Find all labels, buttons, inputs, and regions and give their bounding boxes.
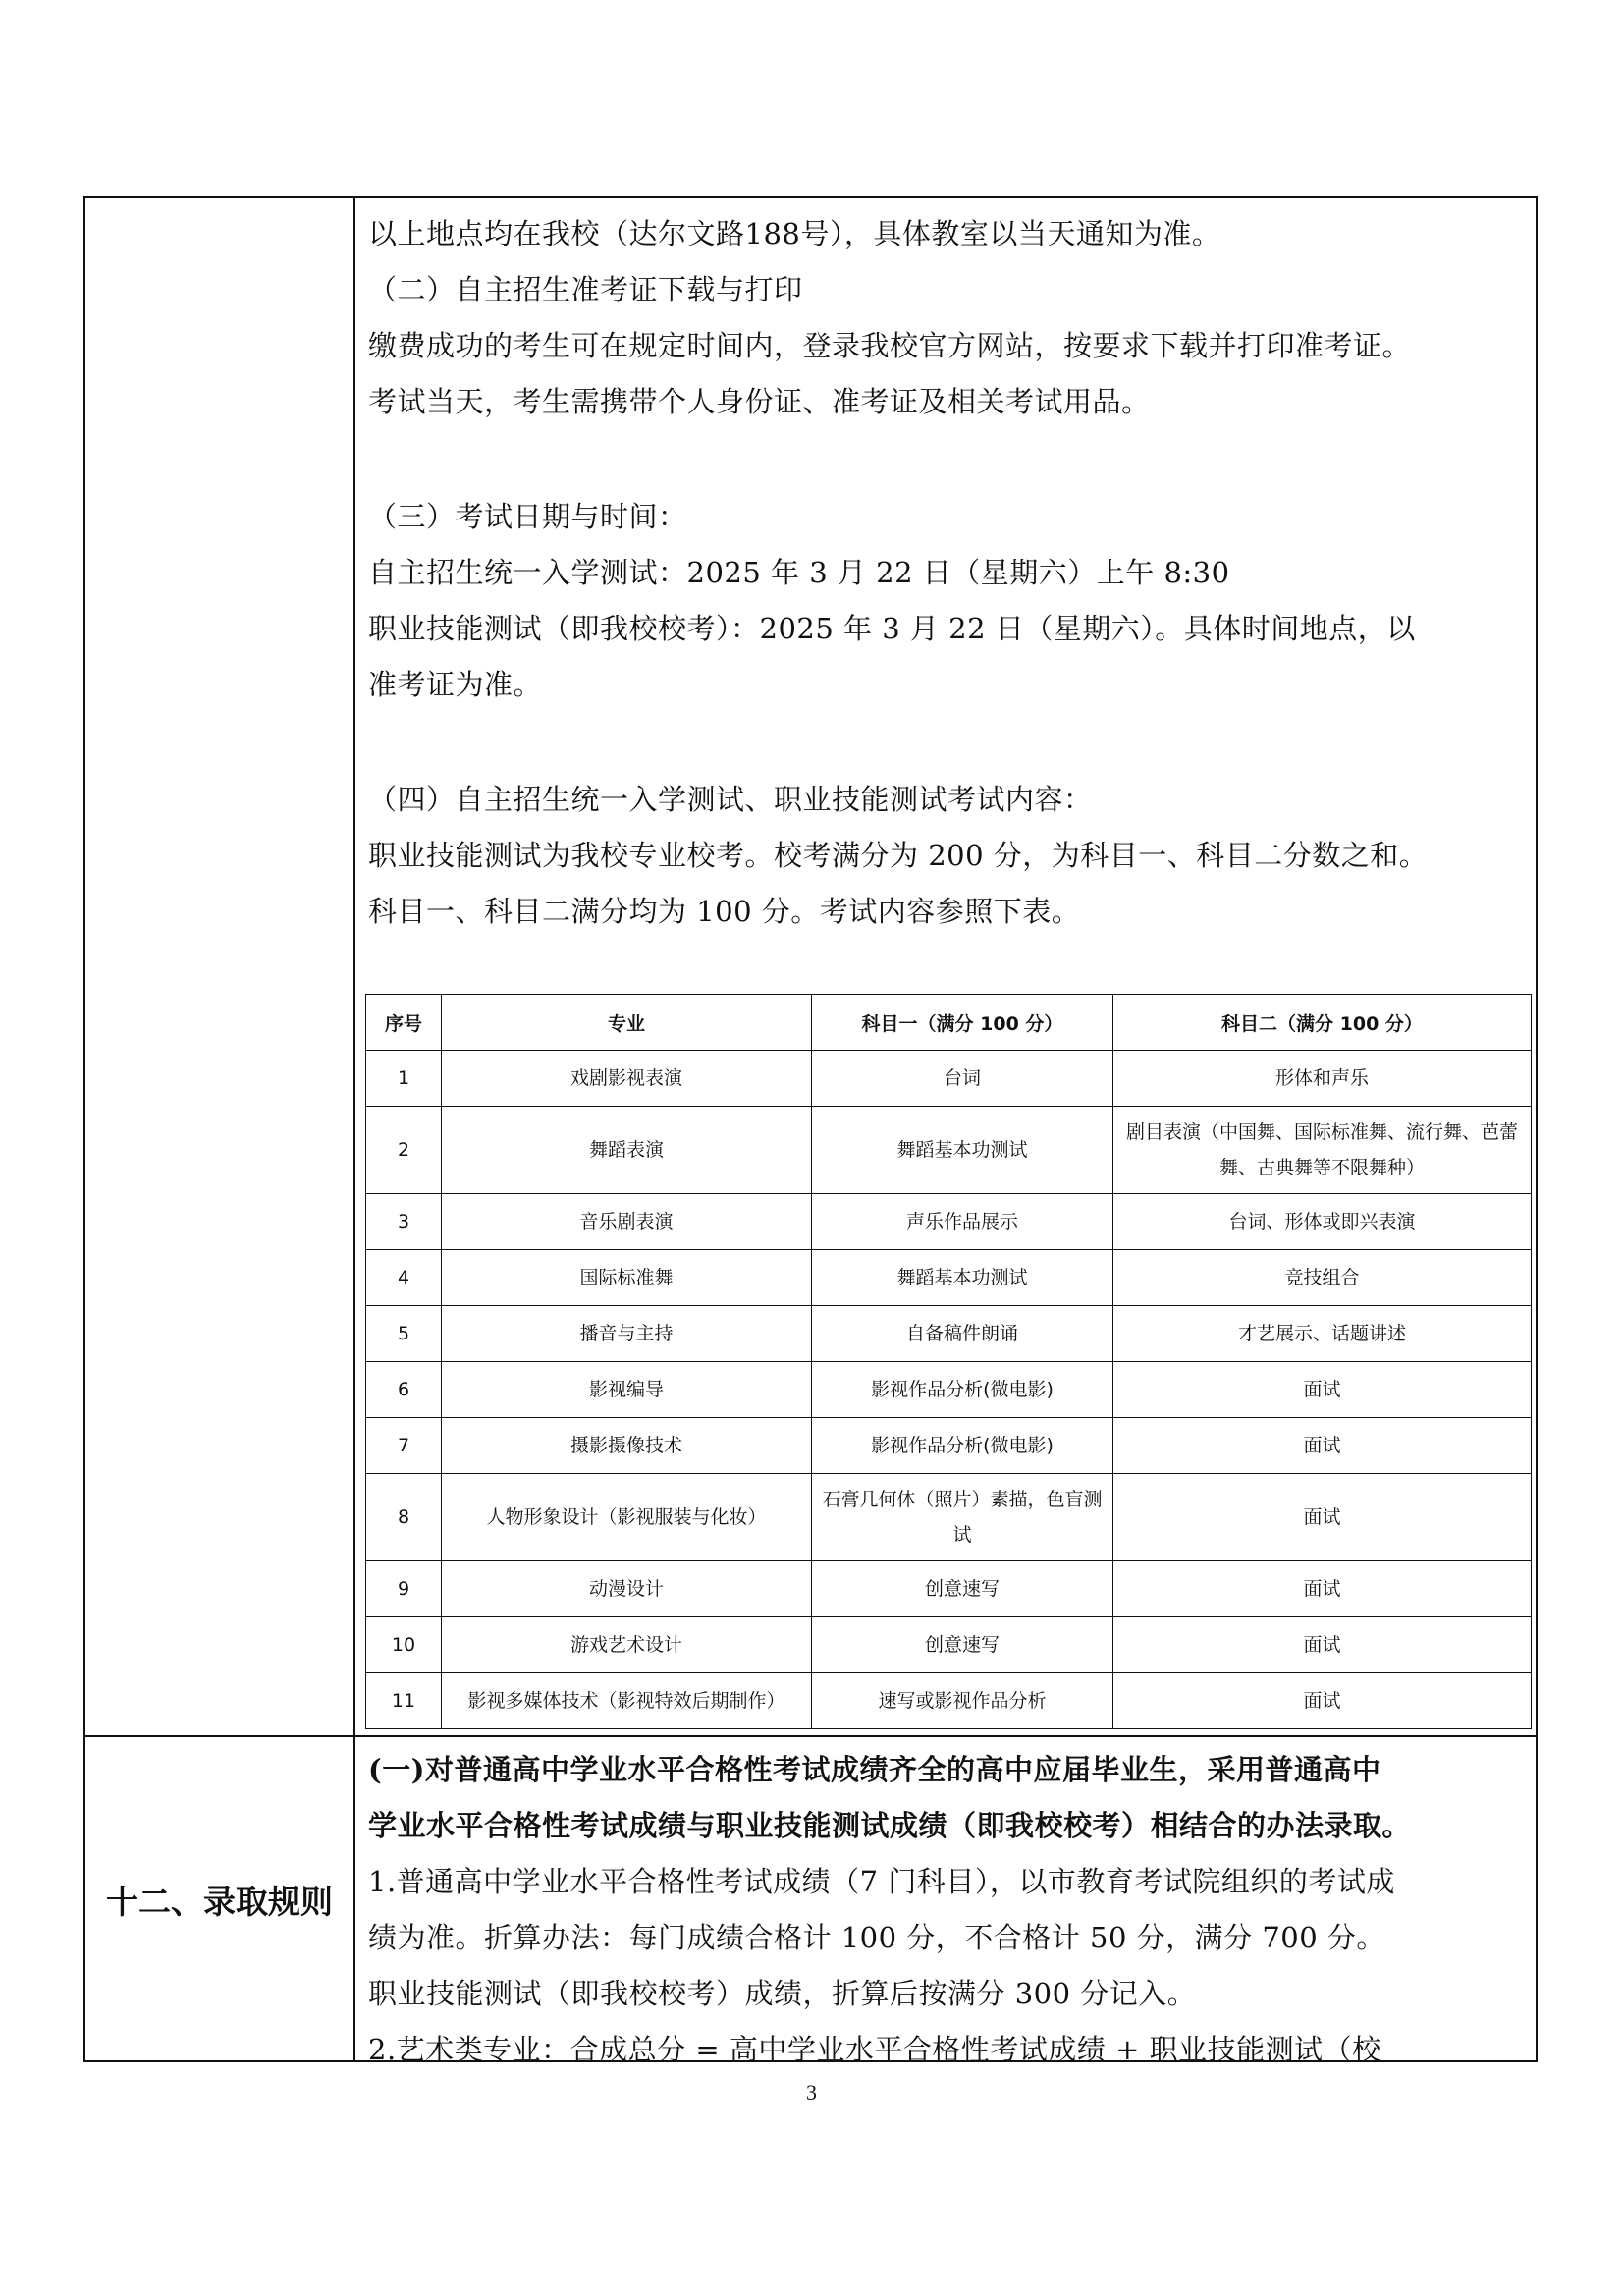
cell: 舞蹈基本功测试 [812, 1107, 1113, 1194]
cell: 影视作品分析(微电影) [812, 1362, 1113, 1418]
text-line: 职业技能测试（即我校校考）成绩，折算后按满分 300 分记入。 [368, 1977, 1197, 2010]
exam-content-table [365, 994, 1532, 1729]
cell: 影视编导 [442, 1362, 812, 1418]
cell: 面试 [1113, 1617, 1532, 1673]
cell: 戏剧影视表演 [442, 1051, 812, 1107]
cell: 1 [366, 1051, 442, 1107]
text-line: 考试当天，考生需携带个人身份证、准考证及相关考试用品。 [368, 385, 1151, 418]
text-line: 职业技能测试（即我校校考）：2025 年 3 月 22 日（星期六）。具体时间地点，以 [368, 612, 1416, 645]
text-line: 以上地点均在我校（达尔文路188号），具体教室以当天通知为准。 [368, 217, 1221, 250]
cell: 2 [366, 1107, 442, 1194]
table-row [366, 1362, 1532, 1418]
cell: 7 [366, 1418, 442, 1474]
cell: 动漫设计 [442, 1561, 812, 1617]
exam-info-block [368, 206, 1526, 940]
subheading: （二）自主招生准考证下载与打印 [368, 273, 803, 306]
cell: 摄影摄像技术 [442, 1418, 812, 1474]
cell: 舞蹈表演 [442, 1107, 812, 1194]
text-line: 绩为准。折算办法：每门成绩合格计 100 分，不合格计 50 分，满分 700 分。 [368, 1921, 1385, 1954]
cell: 面试 [1113, 1362, 1532, 1418]
cell: 人物形象设计（影视服装与化妆） [442, 1474, 812, 1561]
table-row [366, 1673, 1532, 1729]
rule-heading: 学业水平合格性考试成绩与职业技能测试成绩（即我校校考）相结合的办法录取。 [368, 1809, 1412, 1842]
cell: 面试 [1113, 1673, 1532, 1729]
table-row [366, 1617, 1532, 1673]
cell: 影视多媒体技术（影视特效后期制作） [442, 1673, 812, 1729]
cell: 台词 [812, 1051, 1113, 1107]
cell: 速写或影视作品分析 [812, 1673, 1113, 1729]
cell: 6 [366, 1362, 442, 1418]
cell: 竞技组合 [1113, 1250, 1532, 1306]
cell: 播音与主持 [442, 1306, 812, 1362]
table-row [366, 1194, 1532, 1250]
cell: 9 [366, 1561, 442, 1617]
cell: 自备稿件朗诵 [812, 1306, 1113, 1362]
admission-rules-block [368, 1742, 1526, 2078]
subheading: （三）考试日期与时间： [368, 500, 687, 533]
page-number: 3 [806, 2080, 817, 2105]
table-row [366, 1250, 1532, 1306]
table-row [366, 1474, 1532, 1561]
cell: 国际标准舞 [442, 1250, 812, 1306]
cell: 面试 [1113, 1561, 1532, 1617]
text-line: 科目一、科目二满分均为 100 分。考试内容参照下表。 [368, 895, 1081, 928]
text-line: 准考证为准。 [368, 668, 543, 701]
table-row [366, 1561, 1532, 1617]
header-cell: 序号 [366, 995, 442, 1051]
cell: 5 [366, 1306, 442, 1362]
column-divider [353, 198, 355, 2060]
header-cell: 科目一（满分 100 分） [812, 995, 1113, 1051]
text-line: 缴费成功的考生可在规定时间内，登录我校官方网站，按要求下载并打印准考证。 [368, 329, 1412, 362]
cell: 面试 [1113, 1418, 1532, 1474]
cell: 才艺展示、话题讲述 [1113, 1306, 1532, 1362]
rule-heading: (一)对普通高中学业水平合格性考试成绩齐全的高中应届毕业生，采用普通高中 [368, 1753, 1381, 1786]
text-line: 2.艺术类专业：合成总分 = 高中学业水平合格性考试成绩 + 职业技能测试（校 [368, 2033, 1381, 2066]
table-row [366, 1306, 1532, 1362]
table-row [366, 1418, 1532, 1474]
subheading: （四）自主招生统一入学测试、职业技能测试考试内容： [368, 783, 1093, 816]
table-row [366, 1107, 1532, 1194]
header-cell: 科目二（满分 100 分） [1113, 995, 1532, 1051]
cell: 11 [366, 1673, 442, 1729]
cell: 剧目表演（中国舞、国际标准舞、流行舞、芭蕾舞、古典舞等不限舞种） [1113, 1107, 1532, 1194]
cell: 音乐剧表演 [442, 1194, 812, 1250]
cell: 石膏几何体（照片）素描，色盲测试 [812, 1474, 1113, 1561]
text-line: 职业技能测试为我校专业校考。校考满分为 200 分，为科目一、科目二分数之和。 [368, 839, 1429, 872]
cell: 面试 [1113, 1474, 1532, 1561]
cell: 创意速写 [812, 1561, 1113, 1617]
cell: 台词、形体或即兴表演 [1113, 1194, 1532, 1250]
cell: 3 [366, 1194, 442, 1250]
header-cell: 专业 [442, 995, 812, 1051]
table-row [366, 1051, 1532, 1107]
cell: 形体和声乐 [1113, 1051, 1532, 1107]
cell: 游戏艺术设计 [442, 1617, 812, 1673]
section-label-admission-rules: 十二、录取规则 [106, 1883, 333, 1921]
cell: 10 [366, 1617, 442, 1673]
text-line: 1.普通高中学业水平合格性考试成绩（7 门科目），以市教育考试院组织的考试成 [368, 1865, 1395, 1898]
cell: 8 [366, 1474, 442, 1561]
main-table-frame [83, 196, 1538, 2066]
text-line: 自主招生统一入学测试：2025 年 3 月 22 日（星期六）上午 8:30 [368, 556, 1230, 589]
cell: 声乐作品展示 [812, 1194, 1113, 1250]
table-header-row [366, 995, 1532, 1051]
cell: 4 [366, 1250, 442, 1306]
cell: 影视作品分析(微电影) [812, 1418, 1113, 1474]
cell: 创意速写 [812, 1617, 1113, 1673]
cell: 舞蹈基本功测试 [812, 1250, 1113, 1306]
